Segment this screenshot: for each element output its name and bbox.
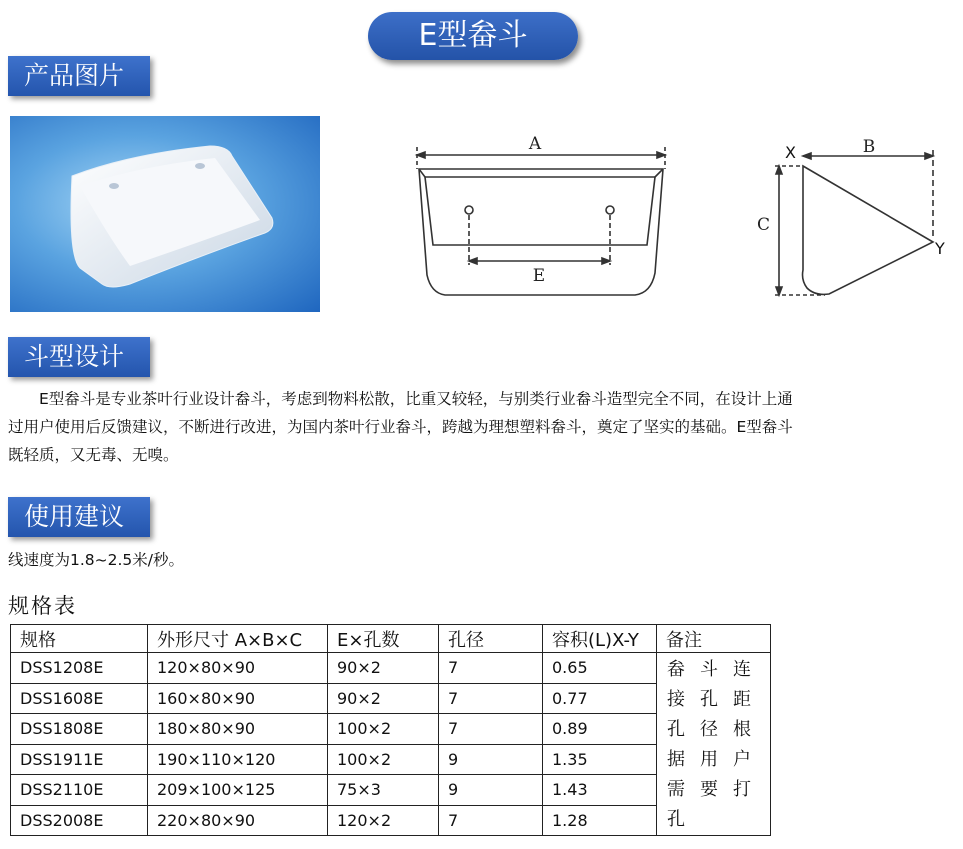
note-char: 孔 [667, 809, 685, 830]
cell-hole-spacing: 75×3 [328, 775, 439, 806]
cell-model: DSS2110E [11, 775, 148, 806]
note-char: 孔 [700, 689, 718, 710]
dim-label-x: X [785, 143, 796, 162]
table-row [11, 653, 771, 684]
product-photo [10, 116, 320, 312]
header-note: 备注 [657, 625, 771, 653]
cell-model: DSS1911E [11, 744, 148, 775]
section-header-design: 斗型设计 [8, 337, 150, 377]
note-char: 畚 [667, 659, 685, 680]
dim-label-b: B [862, 137, 876, 157]
note-char: 孔 [667, 719, 685, 740]
cell-hole-diameter: 9 [439, 775, 543, 806]
cell-hole-diameter: 9 [439, 744, 543, 775]
cell-hole-spacing: 120×2 [328, 805, 439, 836]
cell-hole-spacing: 100×2 [328, 744, 439, 775]
note-char: 距 [733, 689, 751, 710]
cell-note [657, 653, 771, 836]
note-char: 据 [667, 749, 685, 770]
cell-volume: 1.35 [543, 744, 657, 775]
cell-volume: 1.43 [543, 775, 657, 806]
table-header-row [11, 625, 771, 653]
design-description [8, 385, 958, 469]
cell-dimensions: 220×80×90 [148, 805, 328, 836]
cell-volume: 0.89 [543, 714, 657, 745]
page-title: E型畚斗 [368, 12, 578, 60]
spec-table [10, 624, 771, 836]
header-hole-diameter: 孔径 [439, 625, 543, 653]
cell-volume: 1.28 [543, 805, 657, 836]
note-char: 斗 [700, 659, 718, 680]
cell-dimensions: 190×110×120 [148, 744, 328, 775]
dim-label-y: Y [935, 239, 945, 258]
note-char: 用 [700, 749, 718, 770]
design-line-3: 既轻质，又无毒、无嗅。 [8, 446, 179, 464]
note-char: 连 [733, 659, 751, 680]
design-line-1: E型畚斗是专业茶叶行业设计畚斗，考虑到物料松散，比重又较轻，与别类行业畚斗造型完全不同，在设计上通 [8, 390, 793, 408]
note-char: 打 [733, 779, 751, 800]
header-volume: 容积(L)X-Y [543, 625, 657, 653]
cell-model: DSS1608E [11, 683, 148, 714]
cell-hole-diameter: 7 [439, 714, 543, 745]
note-char: 径 [700, 719, 718, 740]
spec-table-title: 规格表 [8, 594, 77, 618]
section-header-usage: 使用建议 [8, 497, 150, 537]
header-hole-spacing: E×孔数 [328, 625, 439, 653]
cell-hole-spacing: 90×2 [328, 683, 439, 714]
cell-hole-diameter: 7 [439, 683, 543, 714]
cell-dimensions: 160×80×90 [148, 683, 328, 714]
dim-label-c: C [757, 215, 771, 235]
cell-dimensions: 120×80×90 [148, 653, 328, 684]
dim-label-a: A [528, 134, 542, 154]
cell-volume: 0.65 [543, 653, 657, 684]
cell-hole-spacing: 90×2 [328, 653, 439, 684]
cell-model: DSS2008E [11, 805, 148, 836]
note-char: 接 [667, 689, 685, 710]
front-view-diagram [395, 125, 685, 305]
cell-dimensions: 180×80×90 [148, 714, 328, 745]
side-view-diagram [745, 130, 955, 305]
header-dimensions: 外形尺寸 A×B×C [148, 625, 328, 653]
header-model: 规格 [11, 625, 148, 653]
section-header-photos: 产品图片 [8, 56, 150, 96]
note-char: 根 [733, 719, 751, 740]
cell-model: DSS1208E [11, 653, 148, 684]
note-char: 户 [733, 749, 751, 770]
usage-text: 线速度为1.8~2.5米/秒。 [8, 551, 185, 569]
design-line-2: 过用户使用后反馈建议，不断进行改进，为国内茶叶行业畚斗，跨越为理想塑料畚斗，奠定了坚实的基础。E型畚斗 [8, 418, 793, 436]
note-char: 需 [667, 779, 685, 800]
cell-model: DSS1808E [11, 714, 148, 745]
cell-hole-diameter: 7 [439, 653, 543, 684]
cell-hole-spacing: 100×2 [328, 714, 439, 745]
note-char: 要 [700, 779, 718, 800]
cell-dimensions: 209×100×125 [148, 775, 328, 806]
cell-hole-diameter: 7 [439, 805, 543, 836]
cell-volume: 0.77 [543, 683, 657, 714]
dim-label-e: E [532, 266, 546, 286]
